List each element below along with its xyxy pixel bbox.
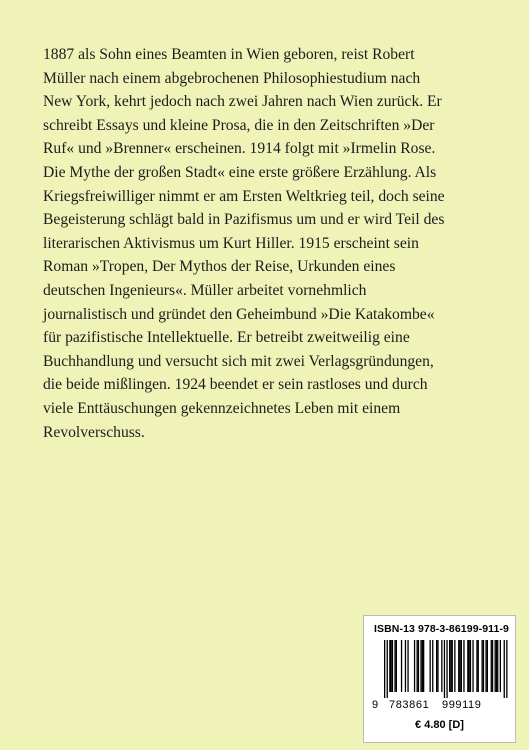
barcode-bar [467, 640, 468, 692]
bio-line: die beide mißlingen. 1924 beendet er sein rastloses und durch [43, 376, 428, 394]
barcode-bar [414, 640, 415, 692]
barcode-bar [461, 640, 462, 692]
ean-left-digits: 783861 [389, 699, 430, 711]
barcode-bar [407, 640, 408, 692]
price-label: € 4.80 [D] [415, 719, 464, 731]
barcode-bar [491, 640, 492, 692]
barcode-bar [394, 640, 395, 692]
bio-line: Müller nach einem abgebrochenen Philosophiestudium nach [43, 69, 421, 87]
barcode-bar [422, 640, 423, 692]
barcode-bar [384, 640, 385, 698]
bio-line: deutschen Ingenieurs«. Müller arbeitet vornehmlich [43, 281, 367, 299]
barcode-bar [482, 640, 483, 692]
barcode-bar [446, 640, 447, 698]
barcode-bar [401, 640, 402, 692]
bio-line: Buchhandlung und versucht sich mit zwei Verlagsgründungen, [43, 352, 434, 370]
barcode-bar [405, 640, 406, 692]
barcode-bar [441, 640, 442, 692]
ean13-barcode [372, 640, 509, 698]
barcode-bar [418, 640, 419, 692]
barcode-bar [417, 640, 418, 692]
barcode-bar [389, 640, 390, 692]
barcode-bar [470, 640, 471, 692]
barcode-bar [450, 640, 451, 692]
barcode-bar [452, 640, 453, 692]
bio-line: Die Mythe der großen Stadt« eine erste größere Erzählung. Als [43, 163, 437, 181]
ean-first-digit: 9 [372, 699, 379, 711]
barcode-bar [387, 640, 388, 698]
barcode-bar [506, 640, 507, 698]
barcode-bar [458, 640, 459, 692]
barcode-bar [495, 640, 496, 692]
barcode-bar [504, 640, 505, 698]
bio-line: New York, kehrt jedoch nach zwei Jahren nach Wien zurück. Er [43, 93, 442, 111]
barcode-bar [485, 640, 486, 692]
bio-line: viele Enttäuschungen gekennzeichnetes Leben mit einem [43, 399, 401, 417]
ean-right-digits: 999119 [442, 699, 482, 711]
bio-line: journalistisch und gründet den Geheimbund »Die Katakombe« [43, 305, 435, 323]
author-biography [43, 43, 503, 444]
bio-line: Begeisterung schlägt bald in Pazifismus um und er wird Teil des [43, 211, 445, 229]
barcode-bar [423, 640, 424, 692]
barcode-bar [472, 640, 473, 692]
barcode-bar [469, 640, 470, 692]
isbn-label: ISBN-13 978-3-86199-911-9 [374, 623, 510, 635]
barcode-bar [396, 640, 397, 692]
barcode-bar [437, 640, 438, 692]
barcode-bar [392, 640, 393, 692]
barcode-bar [444, 640, 445, 698]
barcode-bar [430, 640, 431, 692]
bio-line: Kriegsfreiwilliger nimmt er am Ersten Weltkrieg teil, doch seine [43, 187, 445, 205]
barcode-bar [483, 640, 484, 692]
barcode-bar [496, 640, 497, 692]
bio-line: schreibt Essays und kleine Prosa, die in den Zeitschriften »Der [43, 116, 435, 134]
bio-line: Roman »Tropen, Der Mythos der Reise, Urkunden eines [43, 258, 396, 276]
barcode-bar [476, 640, 477, 692]
bio-line: Revolverschuss. [43, 423, 145, 441]
barcode-bar [391, 640, 392, 692]
barcode-bar [478, 640, 479, 692]
barcode-bar [436, 640, 437, 692]
barcode-bar [420, 640, 421, 692]
barcode-bar [487, 640, 488, 692]
bio-line: Ruf« und »Brenner« erscheinen. 1914 folgt mit »Irmelin Rose. [43, 140, 436, 158]
barcode-bar [432, 640, 433, 692]
barcode-bar [500, 640, 501, 692]
barcode-bar [497, 640, 498, 692]
barcode-bar [492, 640, 493, 692]
barcode-bar [449, 640, 450, 692]
bio-line: 1887 als Sohn eines Beamten in Wien geboren, reist Robert [43, 46, 415, 63]
isbn-barcode-box [363, 615, 516, 743]
barcode-bar [459, 640, 460, 692]
barcode-bar [454, 640, 455, 692]
barcode-bar [463, 640, 464, 692]
bio-line: für pazifistische Intellektuelle. Er betreibt zweitweilig eine [43, 329, 410, 347]
bio-line: literarischen Aktivismus um Kurt Hiller. 1915 erscheint sein [43, 234, 419, 252]
